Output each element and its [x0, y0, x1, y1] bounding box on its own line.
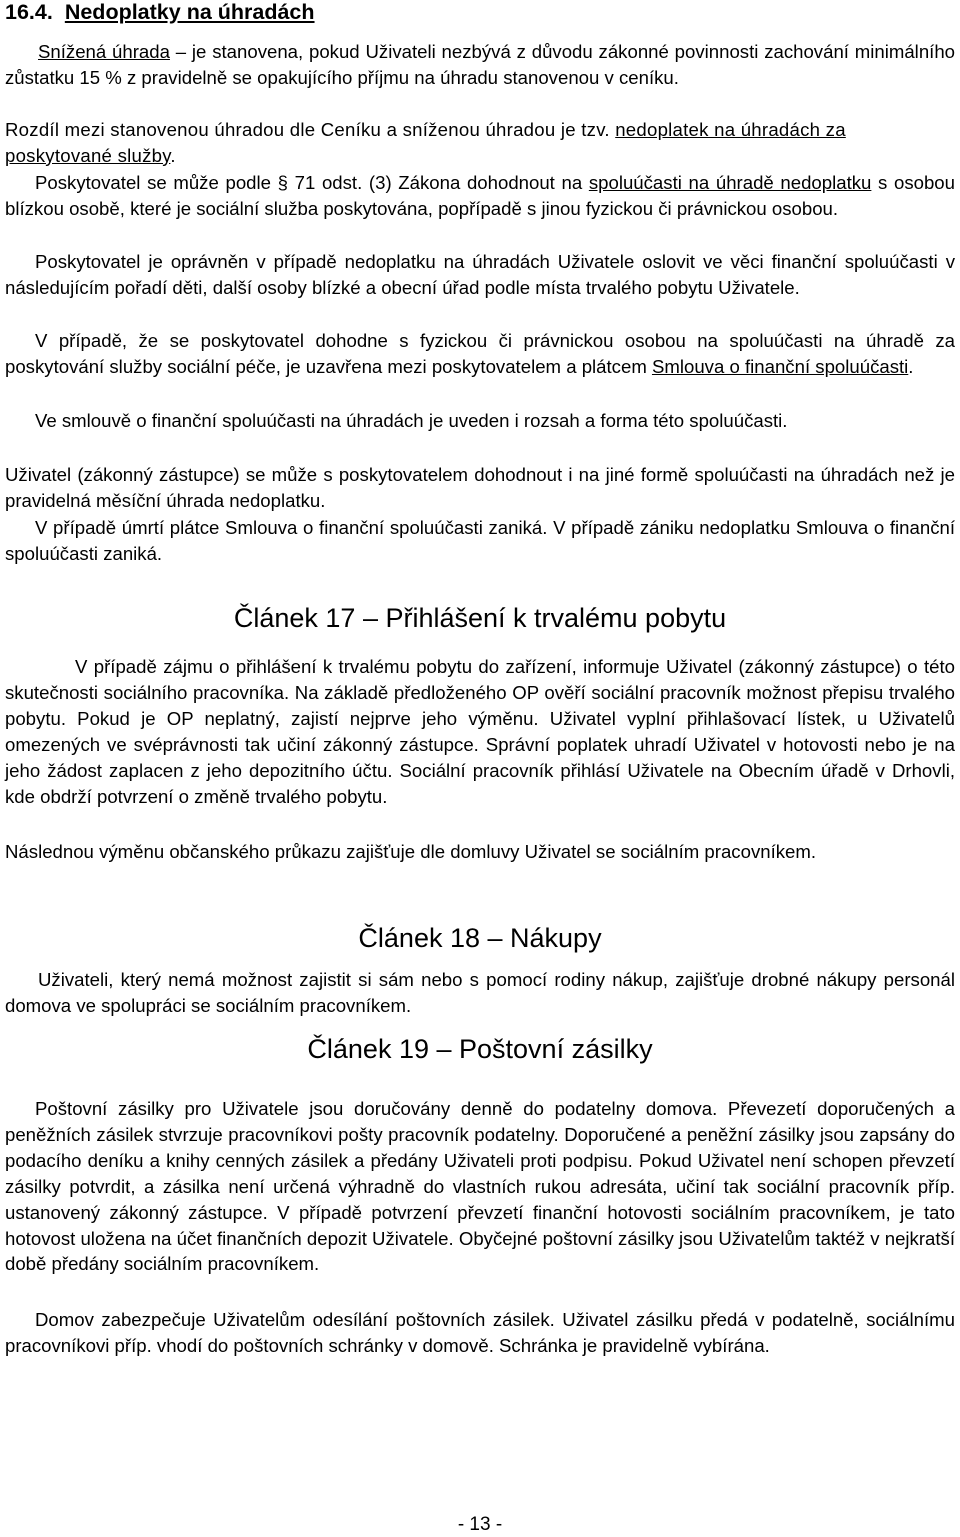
section-paragraph-2: Rozdíl mezi stanovenou úhradou dle Ceníku a sníženou úhradou je tzv. nedoplatek na úhradách za poskytované služby. — [5, 119, 846, 166]
section-paragraph-8: V případě úmrtí plátce Smlouva o finanční spoluúčasti zaniká. V případě zániku nedoplatku Smlouva o finanční spoluúčasti zaniká. — [5, 517, 955, 564]
term-nedoplatek: nedoplatek na úhradách za poskytované služby — [5, 119, 846, 166]
section-paragraph-1: Snížená úhrada – je stanovena, pokud Uživateli nezbývá z důvodu zákonné povinnosti zachování minimálního zůstatku 15 % z pravidelně se opakujícího příjmu na úhradu stanovenou v ceníku. — [5, 41, 956, 88]
term-smlouva-o-financni-spoluucasti: Smlouva o finanční spoluúčasti — [651, 355, 909, 377]
section-paragraph-7: Uživatel (zákonný zástupce) se může s poskytovatelem dohodnout i na jiné formě spoluúčasti na úhradách než je pravidelná měsíční úhrada nedoplatku. — [5, 464, 955, 511]
section-number: 16.4. — [5, 0, 53, 24]
section-paragraph-4: Poskytovatel je oprávněn v případě nedoplatku na úhradách Uživatele oslovit ve věci finanční spoluúčasti v následujícím pořadí děti, další osoby blízké a obecní úřad podle místa trvalého pobytu Uživatele. — [5, 251, 955, 298]
article-17-heading: Článek 17 – Přihlášení k trvalému pobytu — [233, 603, 727, 633]
section-paragraph-5: V případě, že se poskytovatel dohodne s fyzickou či právnickou osobou na spoluúčasti na úhradě za poskytování služby sociální péče, je uzavřena mezi poskytovatelem a plátcem Smlouva o finanční spoluúčasti. — [5, 330, 955, 377]
article-18-heading: Článek 18 – Nákupy — [358, 923, 602, 953]
page-number: - 13 - — [457, 1514, 503, 1535]
article-19-paragraph-1: Poštovní zásilky pro Uživatele jsou doručovány denně do podatelny domova. Převezetí doporučených a peněžních zásilek stvrzuje pracovníkovi pošty pracovník podatelny. Doporučené a peněžní zásilky jsou zapsány do podacího deníku a knihy cenných zásilek a předány Uživateli proti podpisu. Pokud Uživatel není schopen převzetí zásilky potvrdit, a zásilka není určená výhradně do vlastních rukou adresáta, učiní tak sociální pracovník příp. ustanovený zákonný zástupce. V případě potvrzení převzetí finanční hotovosti sociálním pracovníkem, je tato hotovost uložena na účet finančních depozit Uživatele. Obyčejné poštovní zásilky jsou Uživatelům taktéž v nejkratší době předány sociálním pracovníkem. — [5, 1098, 955, 1275]
term-spoluucast-na-uhrade: spoluúčasti na úhradě nedoplatku — [588, 172, 872, 193]
section-heading — [5, 0, 315, 25]
section-paragraph-3: Poskytovatel se může podle § 71 odst. (3) Zákona dohodnout na spoluúčasti na úhradě nedoplatku s osobou blízkou osobě, které je sociální služba poskytována, popřípadě s jinou fyzickou či právnickou osobou. — [5, 172, 955, 219]
article-17-paragraph-2: Následnou výměnu občanského průkazu zajišťuje dle domluvy Uživatel se sociálním pracovníkem. — [5, 841, 817, 862]
article-17-paragraph-1: V případě zájmu o přihlášení k trvalému pobytu do zařízení, informuje Uživatel (zákonný zástupce) o této skutečnosti sociálního pracovníka. Na základě předloženého OP ověří sociální pracovník možnost přepisu trvalého pobytu. Pokud je OP neplatný, zajistí nejprve jeho výměnu. Uživatel vyplní přihlašovací lístek, u Uživatelů omezených ve svéprávnosti tak učiní zákonný zástupce. Správní poplatek uhradí Uživatel v hotovosti nebo je na jeho žádost zaplacen z jeho depozitního účtu. Sociální pracovník přihlásí Uživatele na Obecním úřadě v Drhovli, kde obdrží potvrzení o změně trvalého pobytu. — [5, 656, 955, 807]
section-paragraph-6: Ve smlouvě o finanční spoluúčasti na úhradách je uveden i rozsah a forma této spoluúčasti. — [35, 410, 788, 431]
article-19-heading: Článek 19 – Poštovní zásilky — [307, 1034, 653, 1064]
article-18-paragraph-1: Uživateli, který nemá možnost zajistit si sám nebo s pomocí rodiny nákup, zajišťuje drobné nákupy personál domova ve spolupráci se sociálním pracovníkem. — [5, 969, 955, 1016]
term-snizena-uhrada: Snížená úhrada — [38, 41, 170, 62]
section-title: Nedoplatky na úhradách — [64, 0, 315, 24]
article-19-paragraph-2: Domov zabezpečuje Uživatelům odesílání poštovních zásilek. Uživatel zásilku předá v podatelně, sociálnímu pracovníkovi příp. vhodí do poštovních schránky v domově. Schránka je pravidelně vybírána. — [5, 1309, 955, 1356]
